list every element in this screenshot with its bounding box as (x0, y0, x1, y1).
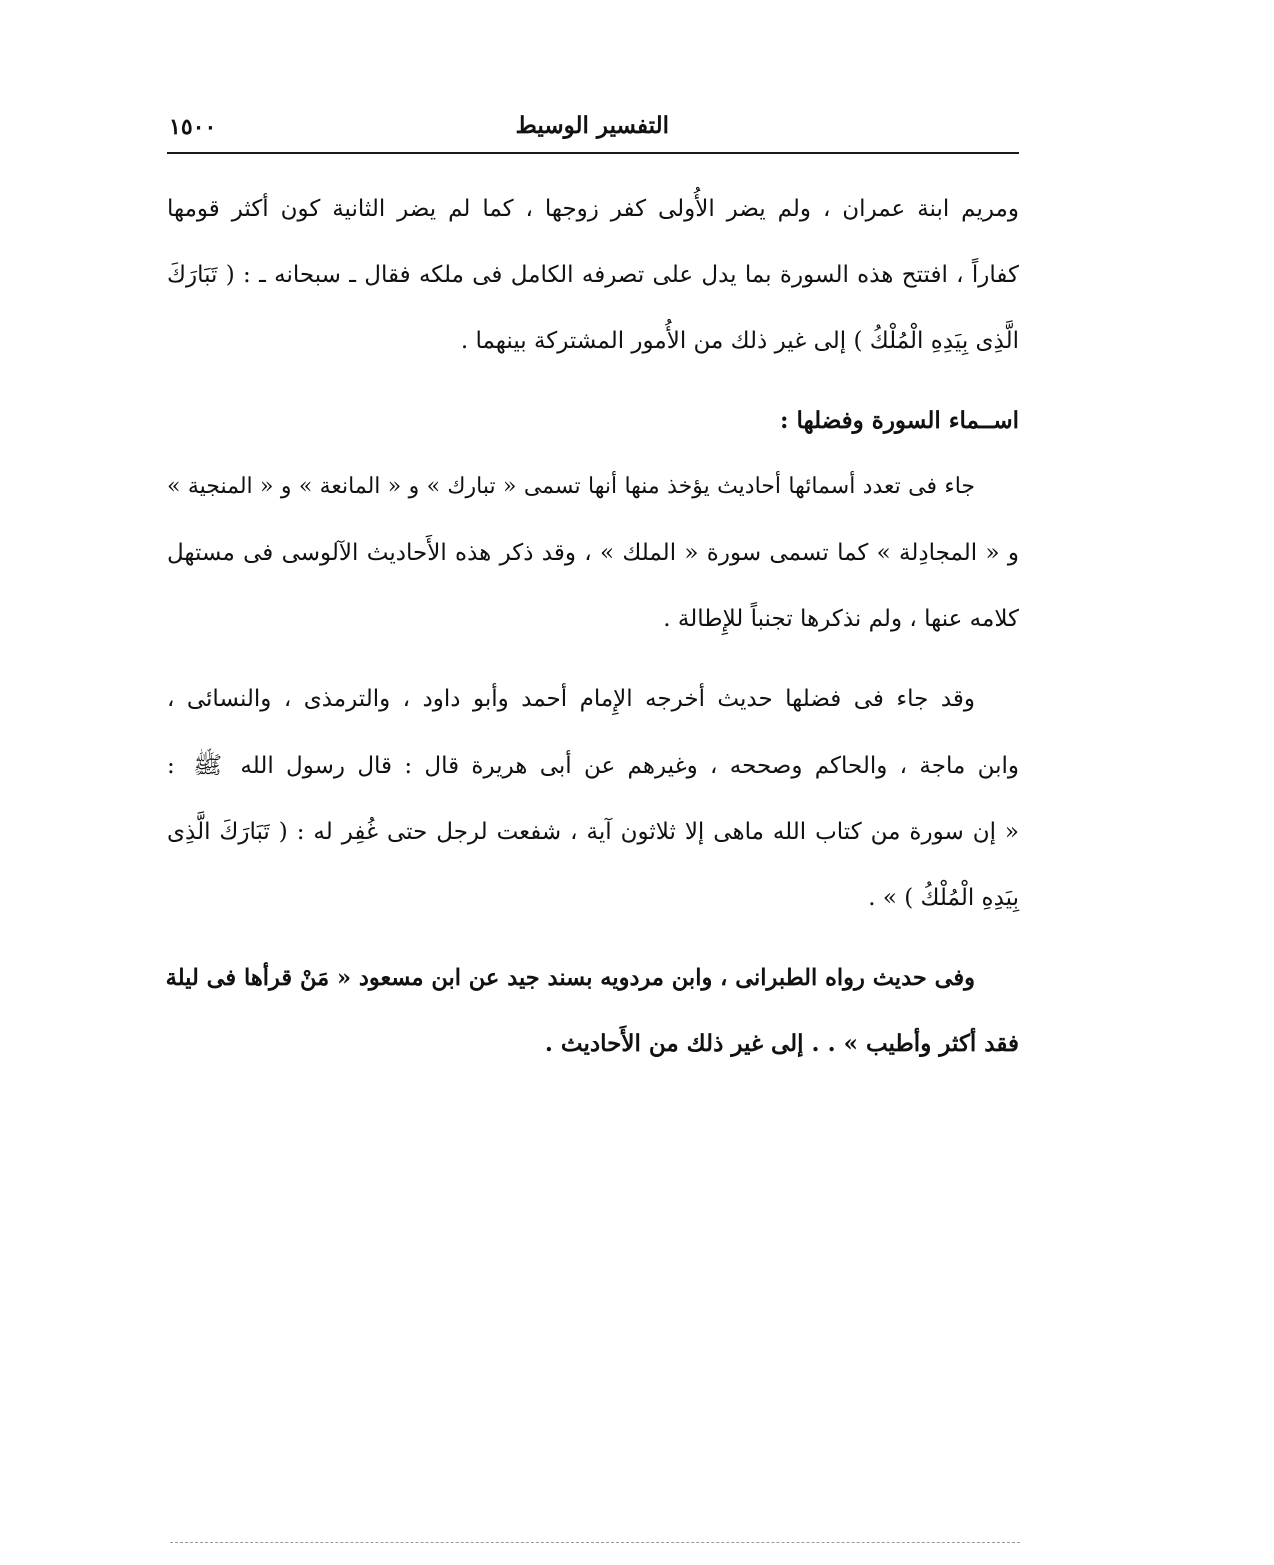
running-header (167, 108, 1019, 154)
text-line: كلامه عنها ، ولم نذكرها تجنباً للإِطالة . (663, 606, 1019, 632)
pbuh-ligature-icon: ﷺ (193, 751, 223, 779)
paragraph-4 (167, 945, 1019, 1077)
text-line: الَّذِى بِيَدِهِ الْمُلْكُ ) إلى غير ذلك من الأُمور المشتركة بينهما . (460, 328, 1019, 354)
bottom-rule (170, 1542, 1020, 1543)
text-line: ومريم ابنة عمران ، ولم يضر الأُولى كفر زوجها ، كما لم يضر الثانية كون أكثر قومها (167, 196, 1019, 222)
paragraph-3 (167, 666, 1019, 931)
text-line: وفى حديث رواه الطبرانى ، وابن مردويه بسند جيد عن ابن مسعود « مَنْ قرأها فى ليلة (165, 965, 975, 991)
paragraph-1 (167, 176, 1019, 374)
page-content (167, 176, 1019, 1077)
section-heading: اســماء السورة وفضلها : (780, 407, 1019, 434)
text-line: بِيَدِهِ الْمُلْكُ ) » . (868, 885, 1019, 911)
document-page (167, 108, 1019, 1077)
text-line: « إن سورة من كتاب الله ماهى إلا ثلاثون آية ، شفعت لرجل حتى غُفِر له : ( تَبَارَكَ الَّذِى (167, 819, 1019, 845)
paragraph-2 (167, 454, 1019, 652)
text-line: كفاراً ، افتتح هذه السورة بما يدل على تصرفه الكامل فى ملكه فقال ـ سبحانه ـ : ( تَبَارَكَ (167, 262, 1019, 288)
text-line: و « المجادِلة » كما تسمى سورة « الملك » ، وقد ذكر هذه الأَحاديث الآلوسى فى مستهل (167, 540, 1019, 566)
text-segment: وابن ماجة ، والحاكم وصححه ، وغيرهم عن أبى هريرة قال : قال رسول الله (240, 753, 1019, 779)
colon-mark: : (167, 753, 175, 779)
text-line (167, 732, 1019, 799)
header-title: التفسير الوسيط (515, 112, 669, 139)
text-line: فقد أكثر وأطيب » . . إلى غير ذلك من الأَحاديث . (544, 1030, 1019, 1057)
text-line: جاء فى تعدد أسمائها أحاديث يؤخذ منها أنها تسمى « تبارك » و « المانعة » و « المنجية » (167, 474, 975, 499)
page-number: ١٥٠٠ (169, 114, 217, 140)
text-line: وقد جاء فى فضلها حديث أخرجه الإِمام أحمد وأبو داود ، والترمذى ، والنسائى ، (167, 686, 975, 712)
